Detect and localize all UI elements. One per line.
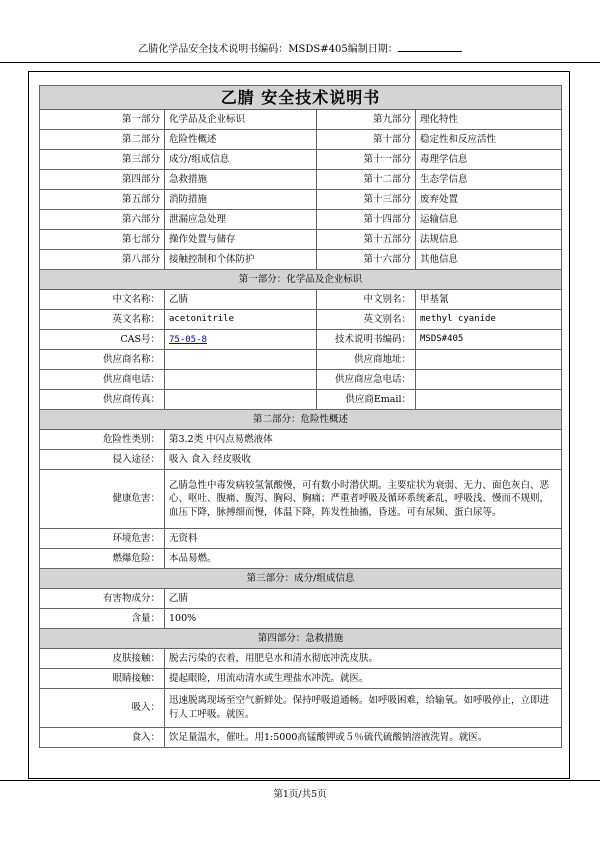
cn-name-label: 中文名称： [40, 290, 165, 310]
cn-alias-value: 甲基氰 [416, 290, 562, 310]
health-value: 乙腈急性中毒发病较氢氰酸慢，可有数小时潜伏期。主要症状为衰弱、无力、面色灰白、恶心、呕吐、腹痛、腹泻、胸闷、胸痛；严重者呼吸及循环系统紊乱，呼吸浅、慢而不规则，血压下降，脉搏细而慢，体温下降，阵发性抽搐，昏迷。可有尿频、蛋白尿等。 [165, 470, 562, 529]
component-value: 乙腈 [165, 589, 562, 609]
toc-name: 成分/组成信息 [165, 150, 317, 170]
email-label: 供应商Email： [317, 390, 416, 410]
header-rule [0, 62, 600, 63]
toc-part: 第十二部分 [317, 170, 416, 190]
en-name-label: 英文名称： [40, 310, 165, 330]
cas-label: CAS号： [40, 330, 165, 350]
category-label: 危险性类别： [40, 430, 165, 450]
env-value: 无资料 [165, 529, 562, 549]
toc-part: 第五部分 [40, 190, 165, 210]
toc-name: 废弃处置 [416, 190, 562, 210]
supplier-addr-label: 供应商地址： [317, 350, 416, 370]
supplier-tel-value [165, 370, 317, 390]
supplier-fax-value [165, 390, 317, 410]
supplier-name-value [165, 350, 317, 370]
toc-name: 生态学信息 [416, 170, 562, 190]
code-value: MSDS#405 [416, 330, 562, 350]
toc-part: 第三部分 [40, 150, 165, 170]
toc-part: 第六部分 [40, 210, 165, 230]
supplier-addr-value [416, 350, 562, 370]
toc-name: 消防措施 [165, 190, 317, 210]
date-blank [398, 51, 462, 52]
toc-part: 第八部分 [40, 250, 165, 270]
env-label: 环境危害： [40, 529, 165, 549]
toc-row [40, 110, 562, 130]
cas-link[interactable]: 75-05-8 [169, 334, 207, 345]
toc-row [40, 230, 562, 250]
toc-name: 急救措施 [165, 170, 317, 190]
section3-heading: 第三部分：成分/组成信息 [40, 569, 562, 589]
inhale-label: 吸入： [40, 689, 165, 728]
toc-part: 第一部分 [40, 110, 165, 130]
toc-row [40, 190, 562, 210]
toc-row [40, 210, 562, 230]
toc-name: 运输信息 [416, 210, 562, 230]
toc-part: 第四部分 [40, 170, 165, 190]
toc-part: 第二部分 [40, 130, 165, 150]
supplier-tel-label: 供应商电话： [40, 370, 165, 390]
ingest-label: 食入： [40, 728, 165, 748]
inhale-value: 迅速脱离现场至空气新鲜处。保持呼吸道通畅。如呼吸困难，给输氧。如呼吸停止，立即进行人工呼吸。就医。 [165, 689, 562, 728]
toc-row [40, 150, 562, 170]
section1-heading: 第一部分：化学品及企业标识 [40, 270, 562, 290]
eye-value: 提起眼睑，用流动清水或生理盐水冲洗。就医。 [165, 669, 562, 689]
toc-name: 化学品及企业标识 [165, 110, 317, 130]
route-label: 侵入途径： [40, 450, 165, 470]
msds-table [39, 85, 562, 748]
section4-heading: 第四部分：急救措施 [40, 629, 562, 649]
content-value: 100% [165, 609, 562, 629]
emergency-tel-value [416, 370, 562, 390]
toc-part: 第十五部分 [317, 230, 416, 250]
emergency-tel-label: 供应商应急电话： [317, 370, 416, 390]
header-text: 乙腈化学品安全技术说明书编码：MSDS#405编制日期： [138, 44, 398, 55]
en-alias-value: methyl cyanide [416, 310, 562, 330]
toc-row [40, 130, 562, 150]
component-label: 有害物成分： [40, 589, 165, 609]
category-value: 第3.2类 中闪点易燃液体 [165, 430, 562, 450]
toc-part: 第十四部分 [317, 210, 416, 230]
toc-name: 其他信息 [416, 250, 562, 270]
skin-value: 脱去污染的衣着，用肥皂水和清水彻底冲洗皮肤。 [165, 649, 562, 669]
page-footer: 第1页/共5页 [273, 789, 327, 800]
route-value: 吸入 食入 经皮吸收 [165, 450, 562, 470]
cn-alias-label: 中文别名： [317, 290, 416, 310]
toc-name: 毒理学信息 [416, 150, 562, 170]
toc-row [40, 170, 562, 190]
toc-name: 危险性概述 [165, 130, 317, 150]
fire-value: 本品易燃。 [165, 549, 562, 569]
cn-name-value: 乙腈 [165, 290, 317, 310]
toc-row [40, 250, 562, 270]
toc-part: 第七部分 [40, 230, 165, 250]
health-label: 健康危害： [40, 470, 165, 529]
toc-name: 泄漏应急处理 [165, 210, 317, 230]
toc-name: 理化特性 [416, 110, 562, 130]
supplier-name-label: 供应商名称： [40, 350, 165, 370]
ingest-value: 饮足量温水，催吐。用1:5000高锰酸钾或５％硫代硫酸钠溶液洗胃。就医。 [165, 728, 562, 748]
toc-part: 第十部分 [317, 130, 416, 150]
en-alias-label: 英文别名： [317, 310, 416, 330]
email-value [416, 390, 562, 410]
toc-name: 法规信息 [416, 230, 562, 250]
doc-title: 乙腈 安全技术说明书 [40, 86, 562, 110]
toc-part: 第十三部分 [317, 190, 416, 210]
code-label: 技术说明书编码： [317, 330, 416, 350]
page-header [0, 40, 600, 55]
section2-heading: 第二部分：危险性概述 [40, 410, 562, 430]
toc-part: 第九部分 [317, 110, 416, 130]
skin-label: 皮肤接触： [40, 649, 165, 669]
toc-name: 操作处置与储存 [165, 230, 317, 250]
toc-part: 第十六部分 [317, 250, 416, 270]
content-label: 含量： [40, 609, 165, 629]
eye-label: 眼睛接触： [40, 669, 165, 689]
fire-label: 燃爆危险： [40, 549, 165, 569]
supplier-fax-label: 供应商传真： [40, 390, 165, 410]
en-name-value: acetonitrile [165, 310, 317, 330]
toc-part: 第十一部分 [317, 150, 416, 170]
toc-name: 接触控制和个体防护 [165, 250, 317, 270]
footer-rule [0, 780, 600, 781]
toc-name: 稳定性和反应活性 [416, 130, 562, 150]
